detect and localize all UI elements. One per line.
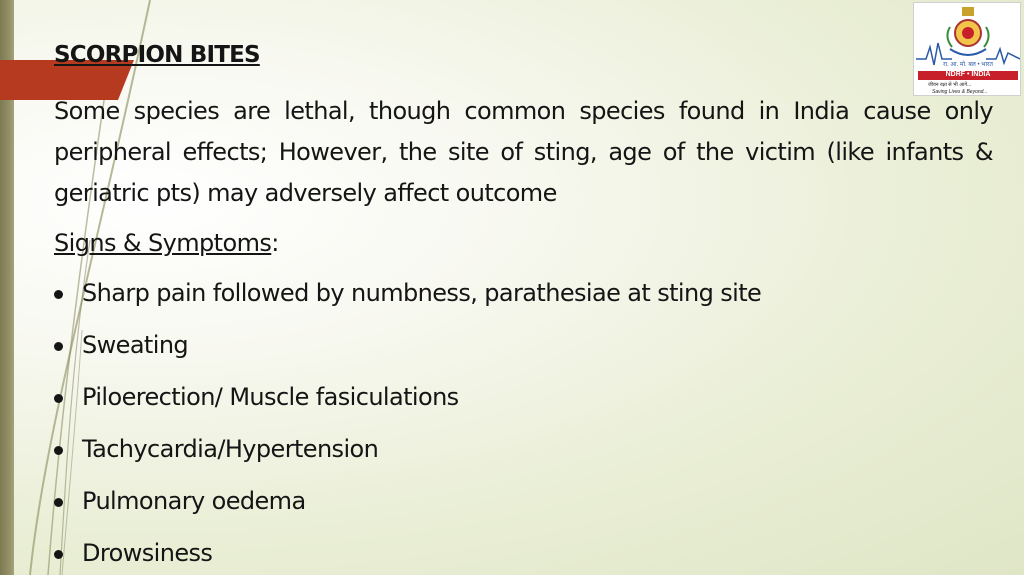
ndrf-logo (913, 2, 1021, 96)
bullet-icon (54, 342, 63, 351)
bullet-icon (54, 446, 63, 455)
list-item (54, 538, 761, 575)
logo-hindi-top: रा. आ. मो. बल • भारत (943, 62, 993, 68)
logo-motto-english: Saving Lives & Beyond... (932, 89, 988, 95)
symptom-text: Sharp pain followed by numbness, parathesiae at sting site (82, 279, 762, 307)
slide-title: SCORPION BITES (54, 42, 260, 68)
intro-paragraph: Some species are lethal, though common species found in India cause only peripheral effects; However, the site of sting, age of the victim (like infants & geriatric pts) may adversely affect outcome (54, 97, 993, 207)
list-item (54, 278, 761, 330)
list-item (54, 382, 761, 434)
bullet-icon (54, 290, 63, 299)
symptom-text: Tachycardia/Hypertension (82, 435, 379, 463)
symptom-text: Drowsiness (82, 539, 213, 567)
signs-colon: : (271, 229, 279, 257)
signs-label: Signs & Symptoms (54, 229, 272, 257)
signs-heading (54, 228, 279, 258)
symptom-list (54, 278, 761, 575)
bullet-icon (54, 394, 63, 403)
bullet-icon (54, 550, 63, 559)
bullet-icon (54, 498, 63, 507)
logo-org-name: NDRF • INDIA (945, 71, 991, 78)
list-item (54, 330, 761, 382)
symptom-text: Piloerection/ Muscle fasiculations (82, 383, 459, 411)
list-item (54, 434, 761, 486)
symptom-text: Pulmonary oedema (82, 487, 306, 515)
list-item (54, 486, 761, 538)
symptom-text: Sweating (82, 331, 189, 359)
logo-motto-hindi: जीवन रक्षा से भी आगे... (928, 82, 972, 88)
